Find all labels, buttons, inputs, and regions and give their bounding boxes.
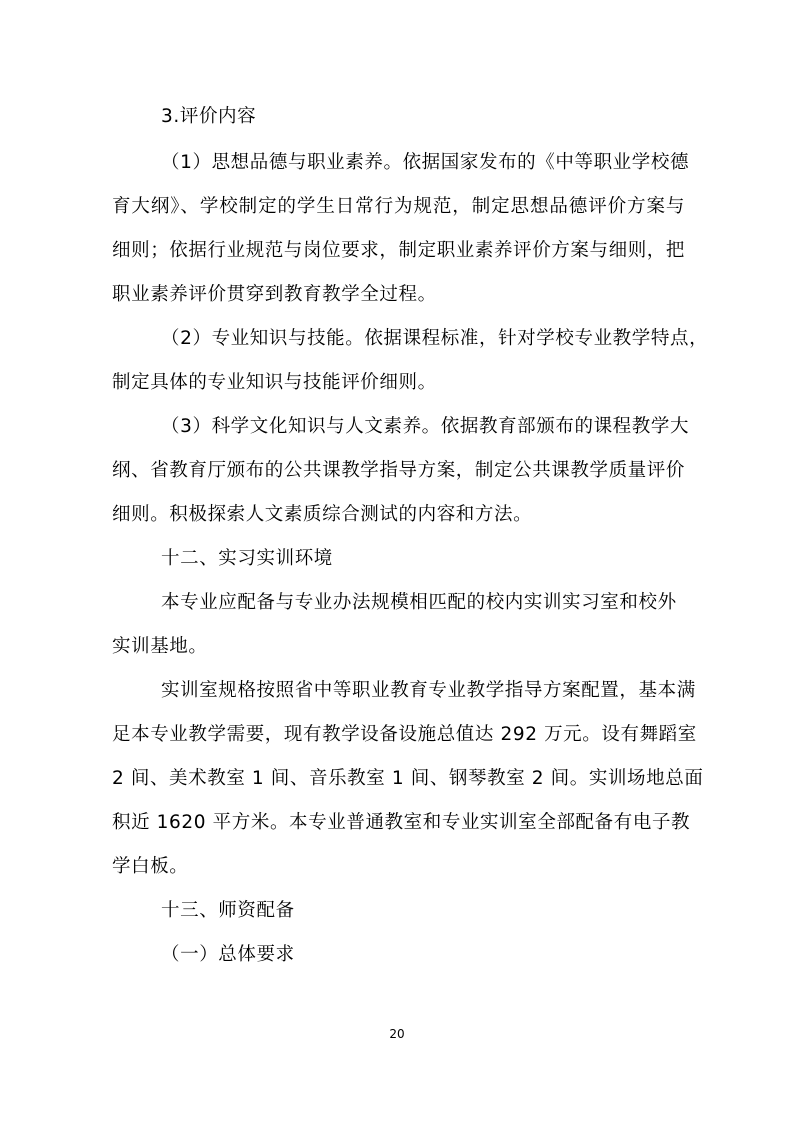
section-13-heading: 十三、师资配备 bbox=[161, 900, 295, 921]
section-12-paragraph-2-line-5: 学白板。 bbox=[112, 856, 189, 877]
moral-quality-line-1: （1）思想品德与职业素养。依据国家发布的《中等职业学校德 bbox=[161, 152, 690, 173]
moral-quality-line-2: 育大纲》、学校制定的学生日常行为规范，制定思想品德评价方案与 bbox=[112, 196, 685, 217]
section-12-paragraph-2-line-4: 积近 1620 平方米。本专业普通教室和专业实训室全部配备有电子教 bbox=[112, 812, 691, 833]
section-12-paragraph-2-line-3: 2 间、美术教室 1 间、音乐教室 1 间、钢琴教室 2 间。实训场地总面 bbox=[112, 768, 704, 789]
professional-skills-line-1: （2）专业知识与技能。依据课程标准，针对学校专业教学特点， bbox=[161, 328, 709, 349]
section-12-paragraph-2-line-2: 足本专业教学需要，现有教学设备设施总值达 292 万元。设有舞蹈室 bbox=[112, 724, 697, 745]
section-13-subheading: （一）总体要求 bbox=[161, 944, 295, 965]
page-number: 20 bbox=[389, 1027, 405, 1041]
professional-skills-line-2: 制定具体的专业知识与技能评价细则。 bbox=[112, 372, 437, 393]
culture-knowledge-line-2: 纲、省教育厅颁布的公共课教学指导方案，制定公共课教学质量评价 bbox=[112, 460, 686, 481]
section-12-paragraph-1-line-2: 实训基地。 bbox=[112, 636, 208, 657]
section-12-paragraph-2-line-1: 实训室规格按照省中等职业教育专业教学指导方案配置，基本满 bbox=[161, 680, 696, 701]
moral-quality-line-4: 职业素养评价贯穿到教育教学全过程。 bbox=[112, 284, 437, 305]
section-12-paragraph-1-line-1: 本专业应配备与专业办法规模相匹配的校内实训实习室和校外 bbox=[161, 592, 677, 613]
culture-knowledge-line-3: 细则。积极探索人文素质综合测试的内容和方法。 bbox=[112, 504, 533, 525]
culture-knowledge-line-1: （3）科学文化知识与人文素养。依据教育部颁布的课程教学大 bbox=[161, 416, 690, 437]
evaluation-content-heading: 3.评价内容 bbox=[161, 106, 257, 127]
section-12-heading: 十二、实习实训环境 bbox=[161, 548, 333, 569]
moral-quality-line-3: 细则；依据行业规范与岗位要求，制定职业素养评价方案与细则，把 bbox=[112, 240, 686, 261]
